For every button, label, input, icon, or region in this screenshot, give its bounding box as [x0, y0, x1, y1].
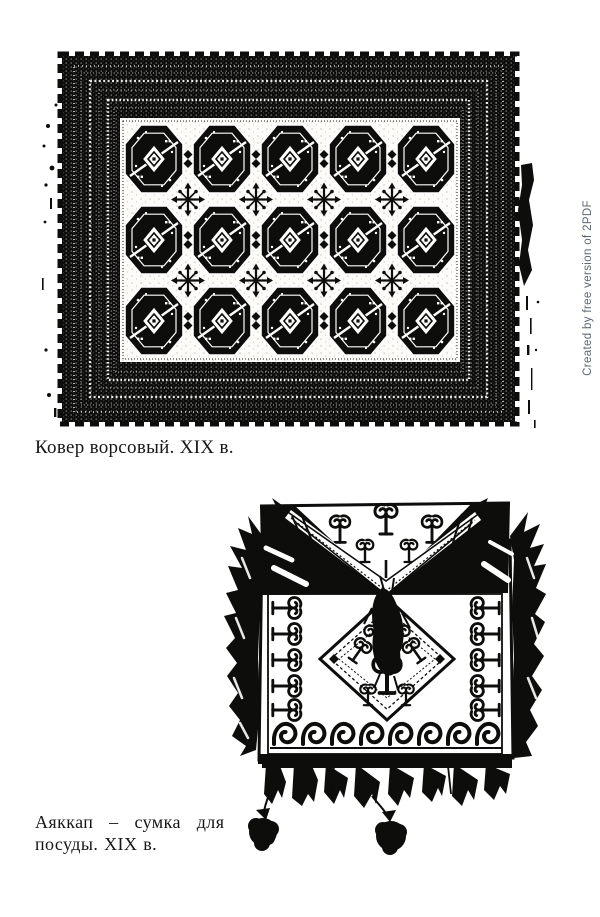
bag-flap: [260, 503, 512, 595]
carpet-caption: Ковер ворсовый. XIX в.: [35, 437, 234, 458]
ayakkap-caption: [35, 811, 235, 855]
bag-ball-tassel-center: [372, 796, 407, 855]
figure-carpet: [40, 50, 545, 430]
pdf-watermark-vertical-text: Created by free version of 2PDF: [582, 200, 594, 376]
bag-ball-tassel-left: [248, 792, 279, 851]
scan-speckles-left: [42, 104, 58, 418]
ayakkap-caption-line2: посуды. XIX в.: [35, 834, 158, 854]
carpet-photo-illustration: [40, 50, 545, 430]
ayakkap-photo-illustration: [222, 498, 548, 860]
scan-artifact-right: [518, 163, 539, 428]
ayakkap-caption-line1: Аяккап – сумка для: [35, 812, 225, 832]
bag-fringe-bottom: [262, 760, 512, 808]
figure-ayakkap: [222, 498, 548, 860]
